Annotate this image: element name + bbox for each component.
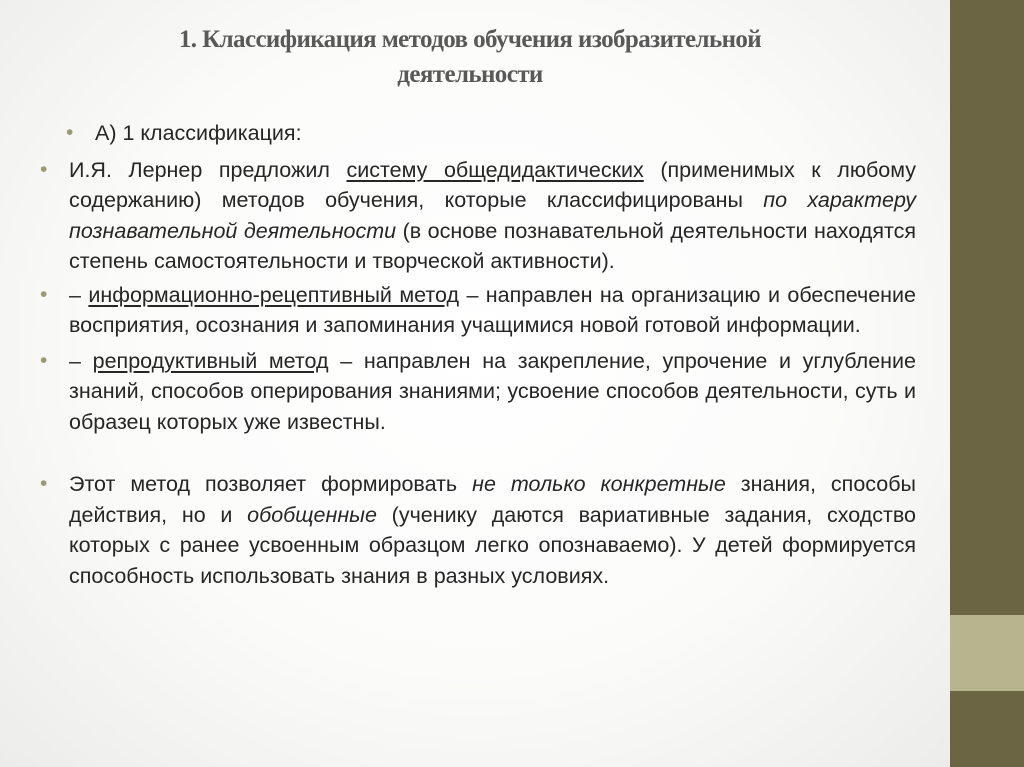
subheading-item: [40, 118, 916, 149]
sidebar-decor-middle: [950, 615, 1024, 691]
paragraph-reproductive: [40, 346, 916, 438]
text: Этот метод позволяет формировать: [69, 472, 473, 496]
paragraph-method-effect: [40, 469, 916, 591]
text: – направлен на закрепление, упрочение и углубление знаний, способов оперирования знаниями; усвоение способов деятельности, суть и образец которых уже известны.: [69, 348, 916, 434]
text: (в основе познавательной деятельности находятся степень самостоятельности и творческой активности).: [69, 218, 916, 273]
title-line-1: 1. Классификация методов обучения изобразительной: [178, 26, 762, 53]
text: И.Я. Лернер предложил: [69, 157, 347, 182]
subheading: А) 1 классификация:: [95, 121, 302, 145]
text: (применимых к любому содержанию) методов обучения, которые классифицированы: [69, 157, 917, 212]
paragraph-info-receptive: [40, 280, 916, 341]
bullet-icon: •: [40, 472, 48, 495]
paragraph-lerner: [40, 155, 916, 277]
text: знания, способы действия, но и: [69, 472, 916, 527]
italic-term: обобщенные: [247, 502, 377, 527]
text: –: [69, 282, 89, 307]
text: – направлен на организацию и обеспечение восприятия, осознания и запоминания учащимися новой готовой информации.: [69, 282, 916, 337]
italic-term: по характеру познавательной деятельности: [69, 188, 916, 243]
sidebar-decor-top: [950, 0, 1024, 615]
text: (ученику даются вариативные задания, сходство которых с ранее усвоенным образцом легко опознаваемо). У детей формируется способность использовать знания в разных условиях.: [69, 502, 916, 588]
text: –: [69, 348, 93, 373]
bullet-icon: •: [40, 157, 48, 181]
bullet-icon: •: [40, 348, 48, 372]
underlined-term: репродуктивный метод: [92, 348, 329, 373]
bullet-icon: •: [66, 121, 74, 144]
underlined-term: систему общедидактических: [346, 157, 644, 182]
slide-title: [100, 22, 840, 92]
slide-content: [40, 118, 916, 591]
title-line-2: деятельности: [397, 61, 543, 88]
italic-term: не только конкретные: [472, 472, 726, 496]
underlined-term: информационно-рецептивный метод: [88, 282, 460, 307]
sidebar-decor-bottom: [950, 691, 1024, 767]
bullet-icon: •: [40, 282, 48, 306]
